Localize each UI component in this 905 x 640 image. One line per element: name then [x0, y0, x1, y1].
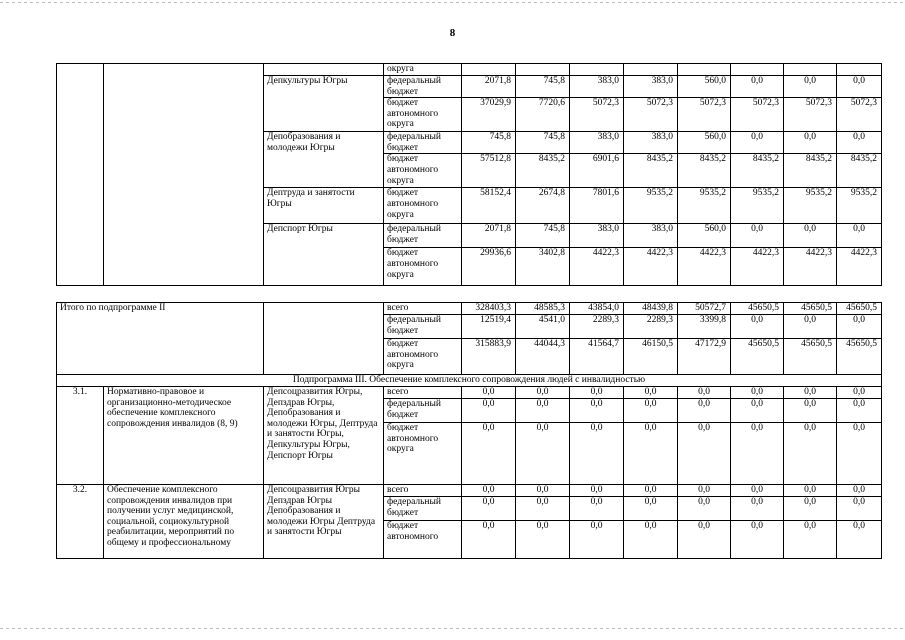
cell-value: 7801,6 [570, 188, 624, 224]
cell-value: 0,0 [731, 497, 784, 521]
cell-executor: Депкультуры Югры [264, 76, 384, 132]
cell-value: 0,0 [731, 521, 784, 559]
cell-value: 41564,7 [570, 339, 624, 375]
cell-source: федеральный бюджет [384, 497, 462, 521]
cell-value: 0,0 [462, 399, 516, 423]
cell-value: 0,0 [570, 423, 624, 485]
cell-value: 46150,5 [624, 339, 678, 375]
cell-value: 4422,3 [837, 248, 882, 286]
cell-value: 0,0 [837, 387, 882, 399]
cell-source: бюджет автономного [384, 521, 462, 559]
cell-value: 0,0 [731, 76, 784, 98]
cell-value: 0,0 [731, 399, 784, 423]
cell-source: бюджет автономного округа [384, 188, 462, 224]
cell-value: 560,0 [678, 224, 731, 248]
cell-value: 3402,8 [516, 248, 570, 286]
cell-value: 8435,2 [784, 154, 837, 188]
cell-value: 0,0 [731, 387, 784, 399]
cell-source: округа [384, 64, 462, 76]
cell-value: 0,0 [837, 76, 882, 98]
cell-value: 0,0 [784, 387, 837, 399]
cell-value: 0,0 [784, 315, 837, 339]
cell-value: 0,0 [837, 224, 882, 248]
cell-value: 0,0 [784, 224, 837, 248]
cell-value: 0,0 [678, 497, 731, 521]
cell-value: 328403,3 [462, 303, 516, 315]
cell-value: 58152,4 [462, 188, 516, 224]
cell-value: 0,0 [516, 485, 570, 497]
cell-value: 45650,5 [731, 303, 784, 315]
cell-value: 0,0 [462, 521, 516, 559]
cell-source: федеральный бюджет [384, 399, 462, 423]
cell-value: 5072,3 [624, 98, 678, 132]
cell-value: 45650,5 [837, 339, 882, 375]
cell-value: 0,0 [784, 497, 837, 521]
cell-value: 0,0 [678, 521, 731, 559]
cell-value: 560,0 [678, 76, 731, 98]
cell-value: 2071,8 [462, 76, 516, 98]
cell-value: 8435,2 [516, 154, 570, 188]
cell-value: 0,0 [624, 399, 678, 423]
cell-value: 45650,5 [837, 303, 882, 315]
cell-value: 383,0 [624, 132, 678, 154]
cell-value: 0,0 [570, 497, 624, 521]
cell-value: 5072,3 [678, 98, 731, 132]
cell-value: 45650,5 [784, 303, 837, 315]
cell-value: 0,0 [784, 76, 837, 98]
total-label: Итого по подпрограмме II [57, 303, 264, 375]
cell-source: федеральный бюджет [384, 315, 462, 339]
cell-value: 48585,3 [516, 303, 570, 315]
cell-value: 7720,6 [516, 98, 570, 132]
cell-value: 0,0 [837, 497, 882, 521]
cell-value: 0,0 [462, 485, 516, 497]
cell-value: 383,0 [570, 224, 624, 248]
cell-num: 3.1. [57, 387, 104, 485]
table-row [57, 485, 882, 497]
cell-value: 383,0 [624, 224, 678, 248]
cell-value: 0,0 [678, 485, 731, 497]
cell-name-empty [104, 64, 264, 286]
cell-value: 57512,8 [462, 154, 516, 188]
cell-value: 0,0 [678, 423, 731, 485]
cell-value: 0,0 [570, 387, 624, 399]
cell-value: 0,0 [624, 497, 678, 521]
cell-num: 3.2. [57, 485, 104, 559]
cell-value: 4422,3 [784, 248, 837, 286]
cell-source: всего [384, 303, 462, 315]
cell-exec-empty [264, 64, 384, 76]
cell-value: 0,0 [731, 315, 784, 339]
cell-value: 0,0 [678, 399, 731, 423]
cell-value: 0,0 [624, 521, 678, 559]
cell-value: 3399,8 [678, 315, 731, 339]
cell-value: 37029,9 [462, 98, 516, 132]
scan-artifact-bottom [0, 628, 905, 629]
budget-table-lower [56, 302, 882, 559]
cell-value: 745,8 [516, 76, 570, 98]
cell-source: федеральный бюджет [384, 132, 462, 154]
cell-value: 29936,6 [462, 248, 516, 286]
cell-value: 383,0 [570, 132, 624, 154]
cell-value: 0,0 [731, 485, 784, 497]
cell-value: 0,0 [570, 485, 624, 497]
scan-artifact-top [0, 2, 905, 3]
cell-value: 4422,3 [678, 248, 731, 286]
cell-value: 4422,3 [731, 248, 784, 286]
cell-value: 43854,0 [570, 303, 624, 315]
cell-value: 47172,9 [678, 339, 731, 375]
cell-value: 5072,3 [570, 98, 624, 132]
cell-value: 0,0 [516, 497, 570, 521]
cell-value: 0,0 [784, 485, 837, 497]
cell-value: 0,0 [462, 387, 516, 399]
cell-value: 4541,0 [516, 315, 570, 339]
cell-value: 0,0 [624, 423, 678, 485]
cell-value: 8435,2 [678, 154, 731, 188]
cell-value: 0,0 [731, 423, 784, 485]
table-row [57, 303, 882, 315]
cell-value: 745,8 [516, 224, 570, 248]
cell-executors: Депсоцразвития Югры, Депздрав Югры, Депобразования и молодежи Югры, Дептруда и занятости Югры, Депкультуры Югры, Депспорт Югры [264, 387, 384, 485]
cell-value: 5072,3 [731, 98, 784, 132]
cell-executor: Дептруда и занятости Югры [264, 188, 384, 224]
cell-value: 2289,3 [624, 315, 678, 339]
cell-value: 50572,7 [678, 303, 731, 315]
cell-value: 0,0 [837, 485, 882, 497]
cell-source: всего [384, 387, 462, 399]
cell-value: 9535,2 [837, 188, 882, 224]
cell-value: 45650,5 [784, 339, 837, 375]
cell-value: 0,0 [624, 485, 678, 497]
cell-value: 12519,4 [462, 315, 516, 339]
cell-value: 315883,9 [462, 339, 516, 375]
cell-value: 2674,8 [516, 188, 570, 224]
cell-value: 0,0 [462, 423, 516, 485]
cell-value: 0,0 [784, 521, 837, 559]
cell-value: 0,0 [570, 521, 624, 559]
cell-source: федеральный бюджет [384, 224, 462, 248]
table-row [57, 64, 882, 76]
cell-value: 2289,3 [570, 315, 624, 339]
cell-executors: Депсоцразвития Югры Депздрав Югры Депобразования и молодежи Югры Дептруда и занятости Югры [264, 485, 384, 559]
cell-value: 0,0 [837, 315, 882, 339]
cell-value: 0,0 [678, 387, 731, 399]
cell-value: 0,0 [516, 521, 570, 559]
cell-value: 383,0 [570, 76, 624, 98]
cell-value: 0,0 [624, 387, 678, 399]
cell-value: 45650,5 [731, 339, 784, 375]
cell-value: 0,0 [837, 521, 882, 559]
cell-measure-name: Нормативно-правовое и организационно-методическое обеспечение комплексного сопровождения инвалидов (8, 9) [104, 387, 264, 485]
cell-value: 8435,2 [624, 154, 678, 188]
cell-value: 44044,3 [516, 339, 570, 375]
cell-value: 0,0 [516, 423, 570, 485]
cell-value: 0,0 [462, 497, 516, 521]
cell-value: 6901,6 [570, 154, 624, 188]
cell-source: федеральный бюджет [384, 76, 462, 98]
cell-executor: Депобразования и молодежи Югры [264, 132, 384, 188]
table-row [57, 387, 882, 399]
cell-exec-empty [264, 303, 384, 375]
cell-source: бюджет автономного округа [384, 154, 462, 188]
cell-value: 0,0 [837, 399, 882, 423]
cell-value: 0,0 [731, 132, 784, 154]
budget-table [56, 63, 882, 286]
cell-value: 9535,2 [784, 188, 837, 224]
cell-value: 0,0 [516, 399, 570, 423]
cell-value: 9535,2 [731, 188, 784, 224]
cell-value: 48439,8 [624, 303, 678, 315]
cell-value: 0,0 [784, 132, 837, 154]
cell-value: 8435,2 [837, 154, 882, 188]
cell-value: 560,0 [678, 132, 731, 154]
cell-value: 0,0 [837, 423, 882, 485]
cell-value: 4422,3 [570, 248, 624, 286]
cell-value: 383,0 [624, 76, 678, 98]
cell-value: 8435,2 [731, 154, 784, 188]
cell-value: 0,0 [731, 224, 784, 248]
cell-num-empty [57, 64, 104, 286]
cell-source: бюджет автономного округа [384, 423, 462, 485]
cell-value: 4422,3 [624, 248, 678, 286]
cell-measure-name: Обеспечение комплексного сопровождения инвалидов при получении услуг медицинской, социальной, социокультурной реабилитации, мероприятий по общему и профессиональному [104, 485, 264, 559]
cell-source: всего [384, 485, 462, 497]
cell-value: 0,0 [570, 399, 624, 423]
cell-value: 0,0 [784, 399, 837, 423]
cell-source: бюджет автономного округа [384, 248, 462, 286]
cell-value: 0,0 [516, 387, 570, 399]
cell-value: 745,8 [516, 132, 570, 154]
cell-executor: Депспорт Югры [264, 224, 384, 286]
cell-value: 9535,2 [678, 188, 731, 224]
page-number: 8 [449, 27, 456, 39]
cell-value: 0,0 [837, 132, 882, 154]
cell-source: бюджет автономного округа [384, 339, 462, 375]
table-row [57, 375, 882, 387]
cell-value: 9535,2 [624, 188, 678, 224]
cell-value: 745,8 [462, 132, 516, 154]
subprogram-header: Подпрограмма III. Обеспечение комплексного сопровождения людей с инвалидностью [57, 375, 882, 387]
cell-source: бюджет автономного округа [384, 98, 462, 132]
cell-value: 2071,8 [462, 224, 516, 248]
cell-value: 0,0 [784, 423, 837, 485]
cell-value: 5072,3 [837, 98, 882, 132]
cell-value: 5072,3 [784, 98, 837, 132]
